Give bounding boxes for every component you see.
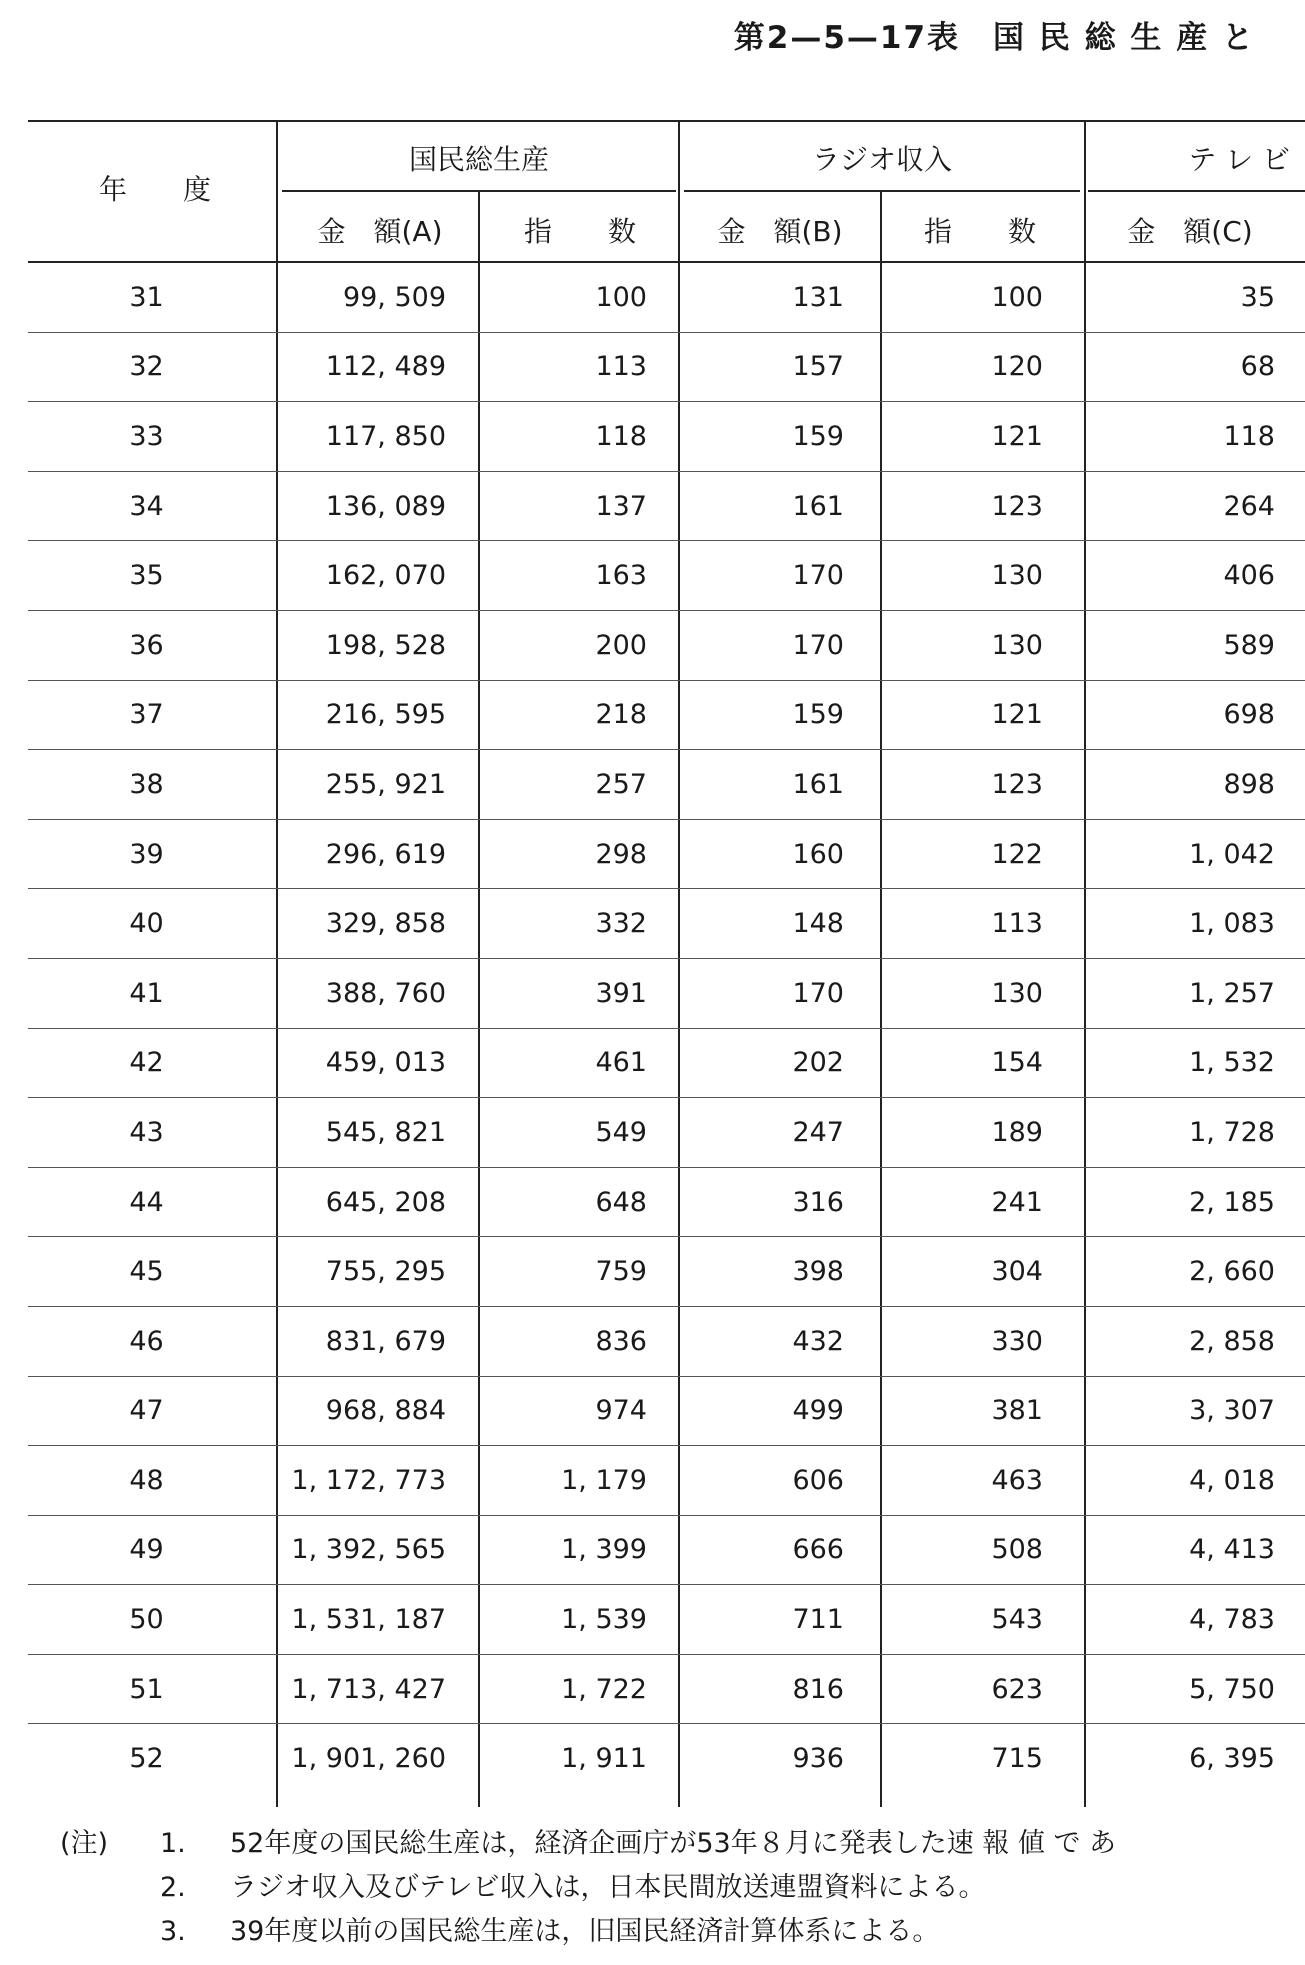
table-row [28,1237,1305,1307]
gnp-index-cell: 391 [478,958,679,1028]
gnp-index-cell: 118 [478,402,679,472]
tv-amount-cell: 4, 018 [1085,1446,1305,1516]
header-index-1: 指 数 [523,215,636,248]
year-cell: 42 [28,1028,277,1098]
gnp-index-cell: 137 [478,471,679,541]
radio-amount-cell: 131 [679,263,880,332]
radio-amount-cell: 160 [679,819,880,889]
tv-amount-cell: 35 [1085,263,1305,332]
gnp-index-cell: 257 [478,750,679,820]
radio-amount-cell: 316 [679,1167,880,1237]
radio-amount-cell: 159 [679,680,880,750]
radio-amount-cell: 816 [679,1654,880,1724]
gnp-amount-cell: 99, 509 [277,263,478,332]
tv-amount-cell: 589 [1085,610,1305,680]
radio-index-cell: 130 [880,958,1085,1028]
year-cell: 32 [28,332,277,402]
header-amount-c: 金 額(C) [1127,215,1253,248]
tv-amount-cell: 1, 257 [1085,958,1305,1028]
tv-amount-cell: 1, 042 [1085,819,1305,889]
gnp-amount-cell: 1, 713, 427 [277,1654,478,1724]
gnp-index-cell: 1, 399 [478,1515,679,1585]
radio-index-cell: 715 [991,1743,1043,1775]
radio-amount-cell: 247 [679,1098,880,1168]
table-row [28,1515,1305,1585]
year-cell: 47 [28,1376,277,1446]
radio-index-cell: 122 [880,819,1085,889]
gnp-index-cell: 461 [478,1028,679,1098]
note-number: 2. [160,1872,186,1903]
year-cell: 43 [28,1098,277,1168]
header-subrule-tv [1088,190,1305,192]
radio-index-cell: 121 [880,680,1085,750]
table-row [28,958,1305,1028]
tv-amount-cell: 4, 413 [1085,1515,1305,1585]
tv-amount-cell: 2, 858 [1085,1306,1305,1376]
radio-index-cell: 130 [880,610,1085,680]
radio-amount-cell: 666 [679,1515,880,1585]
table-row [28,1654,1305,1724]
radio-amount-cell: 499 [679,1376,880,1446]
year-cell: 48 [28,1446,277,1516]
gnp-amount-cell: 136, 089 [277,471,478,541]
data-table-body [28,263,1305,1793]
gnp-amount-cell: 968, 884 [277,1376,478,1446]
radio-amount-cell: 161 [679,471,880,541]
year-cell: 36 [28,610,277,680]
gnp-index-cell: 836 [478,1306,679,1376]
gnp-amount-cell: 112, 489 [277,332,478,402]
gnp-index-cell: 100 [478,263,679,332]
table-row [28,1098,1305,1168]
radio-index-cell: 100 [880,263,1085,332]
tv-amount-cell: 898 [1085,750,1305,820]
notes-prefix: (注) [60,1828,109,1859]
header-gnp: 国民総生産 [408,143,549,176]
radio-index-cell: 330 [880,1306,1085,1376]
tv-amount-cell: 118 [1085,402,1305,472]
radio-index-cell: 623 [880,1654,1085,1724]
table-row [28,1585,1305,1655]
radio-index-cell: 304 [880,1237,1085,1307]
year-cell: 41 [28,958,277,1028]
notes [60,1822,1116,1954]
table-row [28,332,1305,402]
note-number: 3. [160,1916,186,1947]
table-row [28,402,1305,472]
radio-amount-cell: 161 [679,750,880,820]
gnp-amount-cell: 198, 528 [277,610,478,680]
radio-amount-cell: 170 [679,610,880,680]
tv-amount-cell: 2, 185 [1085,1167,1305,1237]
year-cell: 38 [28,750,277,820]
note-item [60,1866,1116,1910]
table-row [28,1446,1305,1516]
gnp-amount-cell: 296, 619 [277,819,478,889]
radio-index-cell: 130 [880,541,1085,611]
radio-amount-cell: 606 [679,1446,880,1516]
gnp-amount-cell: 755, 295 [277,1237,478,1307]
radio-index-cell: 508 [880,1515,1085,1585]
year-cell: 52 [129,1743,164,1775]
gnp-index-cell: 218 [478,680,679,750]
gnp-index-cell: 974 [478,1376,679,1446]
tv-amount-cell: 1, 083 [1085,889,1305,959]
year-cell: 37 [28,680,277,750]
gnp-amount-cell: 329, 858 [277,889,478,959]
gnp-index-cell: 1, 911 [561,1743,647,1775]
tv-amount-cell: 1, 532 [1085,1028,1305,1098]
gnp-index-cell: 1, 539 [478,1585,679,1655]
table-row [28,889,1305,959]
table-row [28,819,1305,889]
tv-amount-cell: 2, 660 [1085,1237,1305,1307]
note-item [60,1910,1116,1954]
radio-index-cell: 543 [880,1585,1085,1655]
radio-amount-cell: 936 [792,1743,844,1775]
gnp-amount-cell: 255, 921 [277,750,478,820]
header-index-2: 指 数 [923,215,1036,248]
year-cell: 51 [28,1654,277,1724]
gnp-amount-cell: 831, 679 [277,1306,478,1376]
table-row [28,1724,1305,1793]
tv-amount-cell: 68 [1085,332,1305,402]
gnp-amount-cell: 1, 392, 565 [277,1515,478,1585]
note-number: 1. [160,1828,186,1859]
radio-amount-cell: 148 [679,889,880,959]
year-cell: 50 [28,1585,277,1655]
radio-index-cell: 463 [880,1446,1085,1516]
table-row [28,1028,1305,1098]
year-cell: 33 [28,402,277,472]
table-row [28,263,1305,332]
note-text: ラジオ収入及びテレビ収入は，日本民間放送連盟資料による。 [230,1872,986,1903]
table-row [28,680,1305,750]
table-row [28,1376,1305,1446]
gnp-amount-cell: 459, 013 [277,1028,478,1098]
gnp-amount-cell: 1, 172, 773 [277,1446,478,1516]
radio-index-cell: 123 [880,471,1085,541]
radio-index-cell: 113 [880,889,1085,959]
data-table [28,263,1305,1793]
header-amount-a: 金 額(A) [317,215,443,248]
radio-amount-cell: 159 [679,402,880,472]
gnp-amount-cell: 162, 070 [277,541,478,611]
tv-amount-cell: 264 [1085,471,1305,541]
gnp-amount-cell: 117, 850 [277,402,478,472]
header-radio: ラジオ収入 [811,143,952,176]
table-row [28,1306,1305,1376]
gnp-index-cell: 759 [478,1237,679,1307]
table-title: 第2—5—17表 国 民 総 生 産 と [733,20,1255,56]
radio-index-cell: 154 [880,1028,1085,1098]
tv-amount-cell: 1, 728 [1085,1098,1305,1168]
radio-amount-cell: 202 [679,1028,880,1098]
radio-index-cell: 123 [880,750,1085,820]
year-cell: 35 [28,541,277,611]
tv-amount-cell: 6, 395 [1189,1743,1275,1775]
table-row [28,610,1305,680]
table-row [28,541,1305,611]
gnp-index-cell: 113 [478,332,679,402]
gnp-index-cell: 332 [478,889,679,959]
table-row [28,471,1305,541]
gnp-index-cell: 163 [478,541,679,611]
radio-index-cell: 241 [880,1167,1085,1237]
note-text: 39年度以前の国民総生産は，旧国民経済計算体系による。 [230,1916,940,1947]
gnp-amount-cell: 1, 531, 187 [277,1585,478,1655]
header-subrule-radio [684,190,1080,192]
year-cell: 34 [28,471,277,541]
note-text: 52年度の国民総生産は，経済企画庁が53年８月に発表した速 報 値 で あ [230,1828,1117,1859]
gnp-index-cell: 648 [478,1167,679,1237]
table-row [28,750,1305,820]
header-tv: テ レ ビ [1188,143,1290,176]
gnp-amount-cell: 1, 901, 260 [291,1743,446,1775]
header-year: 年 度 [98,173,211,206]
radio-index-cell: 189 [880,1098,1085,1168]
radio-amount-cell: 170 [679,541,880,611]
radio-amount-cell: 711 [679,1585,880,1655]
gnp-amount-cell: 216, 595 [277,680,478,750]
gnp-amount-cell: 645, 208 [277,1167,478,1237]
table-row [28,1167,1305,1237]
gnp-index-cell: 549 [478,1098,679,1168]
year-cell: 31 [28,263,277,332]
radio-amount-cell: 398 [679,1237,880,1307]
radio-amount-cell: 432 [679,1306,880,1376]
top-rule [28,120,1305,122]
year-cell: 44 [28,1167,277,1237]
gnp-index-cell: 1, 179 [478,1446,679,1516]
year-cell: 46 [28,1306,277,1376]
tv-amount-cell: 5, 750 [1085,1654,1305,1724]
tv-amount-cell: 698 [1085,680,1305,750]
year-cell: 45 [28,1237,277,1307]
tv-amount-cell: 406 [1085,541,1305,611]
tv-amount-cell: 4, 783 [1085,1585,1305,1655]
gnp-amount-cell: 545, 821 [277,1098,478,1168]
year-cell: 39 [28,819,277,889]
gnp-index-cell: 200 [478,610,679,680]
radio-index-cell: 120 [880,332,1085,402]
radio-index-cell: 381 [880,1376,1085,1446]
radio-amount-cell: 157 [679,332,880,402]
tv-amount-cell: 3, 307 [1085,1376,1305,1446]
radio-index-cell: 121 [880,402,1085,472]
gnp-index-cell: 1, 722 [478,1654,679,1724]
year-cell: 40 [28,889,277,959]
note-item [60,1822,1116,1866]
header-amount-b: 金 額(B) [717,215,843,248]
gnp-index-cell: 298 [478,819,679,889]
radio-amount-cell: 170 [679,958,880,1028]
year-cell: 49 [28,1515,277,1585]
gnp-amount-cell: 388, 760 [277,958,478,1028]
